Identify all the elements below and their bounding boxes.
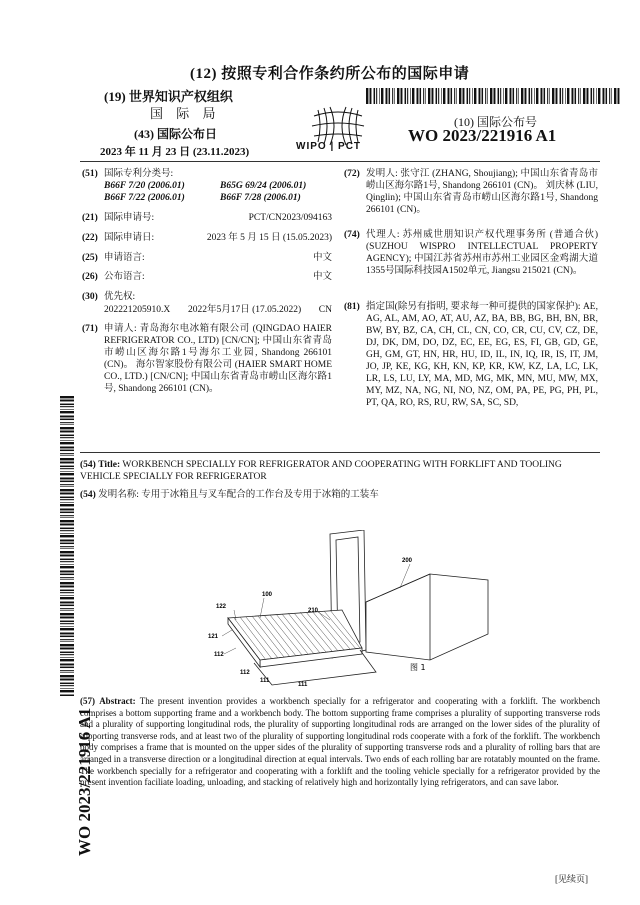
biblio-divider: [80, 452, 600, 453]
ipc-code: B66F 7/22 (2006.01): [104, 193, 185, 203]
header-divider: [80, 161, 600, 162]
priority-date: 2022年5月17日 (17.05.2022): [188, 305, 302, 315]
inventors: 发明人: 张守江 (ZHANG, Shoujiang); 中国山东省青岛市崂山区海尔路1号, Shandong 266101 (CN)。 刘庆林 (LIU, Qinglin); 中国山东省青岛市崂山区海尔路1号, Shandong 266101 (CN)。: [366, 169, 598, 215]
box-front: [366, 574, 488, 660]
field-26-no: (26): [82, 272, 98, 282]
designated-states: 指定国(除另有指明, 要求每一种可提供的国家保护): AE, AG, AL, AM, AO, AT, AU, AZ, BA, BB, BG, BH, BN, BR, BW, BY, BZ, CA, CH, CL, CN, CO, CR, CU, CV, CZ, DE, DJ, DK, DM, DO, DZ, EC, EE, EG, ES, FI, GB, GD, GE, GH, GM, GT, HN, HR, HU, ID, IL, IN, IQ, IR, IS, IT, JM, JO, JP, KE, KG, KH, KN, KP, KR, KW, KZ, LA, LC, LK, LR, LS, LU, LY, MA, MD, MG, MK, MN, MU, MW, MX, MY, MZ, NA, NG, NI, NO, NZ, OM, PA, PE, PG, PH, PL, PT, QA, RO, RS, RU, RW, SA, SC, SD,: [366, 302, 598, 408]
figure-label: 122: [216, 604, 227, 610]
pub-date-label: (43) 国际公布日: [134, 127, 217, 141]
field-51-label: 国际专利分类号:: [104, 169, 174, 179]
abstract: [80, 696, 600, 789]
pub-number-label: (10) 国际公布号: [454, 115, 537, 129]
agent: 代理人: 苏州威世朋知识产权代理事务所 (普通合伙) (SUZHOU WISPRO INTELLECTUAL PROPERTY AGENCY); 中国江苏省苏州市苏州工业园区金鸡湖大道1355号国际科技园A1502单元, Jiangsu 215021 (CN)。: [366, 230, 598, 276]
intl-filing-date: 2023 年 5 月 15 日 (15.05.2023): [206, 233, 332, 243]
applicants: 申请人: 青岛海尔电冰箱有限公司 (QINGDAO HAIER REFRIGERATOR CO., LTD) [CN/CN]; 中国山东省青岛市崂山区海尔路1号海尔工业园, Shandong 266101 (CN)。 海尔智家股份有限公司 (HAIER SMART HOME CO., LTD.) [CN/CN]; 中国山东省青岛市崂山区海尔路1号, Shandong 266101 (CN)。: [104, 324, 332, 394]
field-21-label: 国际申请号:: [104, 213, 155, 223]
field-26-label: 公布语言:: [104, 272, 145, 282]
field-22-no: (22): [82, 233, 98, 243]
field-30-no: (30): [82, 292, 98, 302]
figure-label: 111: [298, 682, 308, 688]
org-name: (19) 世界知识产权组织: [104, 89, 233, 104]
figure-label: 112: [240, 670, 250, 676]
figure-label: 100: [262, 592, 273, 598]
field-21-no: (21): [82, 213, 98, 223]
ipc-code: B66F 7/28 (2006.01): [220, 193, 301, 203]
field-30-label: 优先权:: [104, 292, 136, 302]
title-chinese: [80, 489, 600, 501]
figure-caption: 图 1: [410, 663, 426, 672]
abstract-no: (57): [80, 696, 95, 706]
org-bureau: 国 际 局: [150, 106, 221, 121]
top-barcode: [366, 88, 620, 104]
title-en-text: WORKBENCH SPECIALLY FOR REFRIGERATOR AND COOPERATING WITH FORKLIFT AND TOOLING VEHICLE SPECIALLY FOR REFRIGERATOR: [80, 460, 562, 482]
side-pub-number: WO 2023/221916 A1: [75, 707, 94, 856]
publication-language: 中文: [312, 272, 332, 282]
field-25-no: (25): [82, 253, 98, 263]
priority-country: CN: [318, 305, 332, 315]
figure-label: 121: [208, 634, 219, 640]
title-en-no: (54): [80, 460, 96, 470]
field-81-no: (81): [344, 302, 360, 312]
title-cn-label: 发明名称:: [98, 490, 139, 500]
intl-application-number: PCT/CN2023/094163: [248, 213, 332, 223]
ipc-code: B65G 69/24 (2006.01): [220, 181, 307, 191]
figure-label: 112: [214, 652, 224, 658]
document-title: (12) 按照专利合作条约所公布的国际申请: [190, 66, 470, 82]
abstract-label: Abstract:: [99, 696, 136, 706]
field-74-no: (74): [344, 230, 360, 240]
pub-date: 2023 年 11 月 23 日 (23.11.2023): [100, 146, 250, 158]
title-cn-text: 专用于冰箱且与叉车配合的工作台及专用于冰箱的工装车: [141, 490, 379, 500]
pub-number: WO 2023/221916 A1: [408, 126, 557, 145]
figure-label: 200: [402, 558, 413, 564]
field-22-label: 国际申请日:: [104, 233, 155, 243]
priority-application: 202221205910.X: [104, 305, 171, 315]
title-english: [80, 459, 600, 483]
figure-label: 210: [308, 608, 319, 614]
figure-label: 111: [260, 678, 270, 684]
wipo-pct-text: WIPO | PCT: [296, 141, 362, 152]
field-51-no: (51): [82, 169, 98, 179]
side-barcode: [60, 396, 74, 696]
abstract-text: The present invention provides a workbench specially for a refrigerator and cooperating with a forklift. The workbench comprises a bottom supporting frame and a workbench body. The bottom supporting frame comprises a plurality of supporting transverse rods and a plurality of supporting longitudinal rods, the plurality of supporting longitudinal rods are arranged on the lower sides of the plurality of supporting transverse rods, and at least two of the plurality of supporting longitudinal rods cooperate with a fork of the forklift. The workbench body comprises a frame that is mounted on the upper sides of the plurality of supporting transverse rods and a plurality of rolling bars that are arranged in a transverse direction or a longitudinal direction at equal intervals. Two ends of each rolling bar are rotatably mounted on the frame. The workbench specially for a refrigerator and cooperating with a forklift and the tooling vehicle specially for a refrigerator provided by the present invention faciliate loading, unloading, and stacking of relatively high and horizontally lying refrigerators, and can save labor.: [80, 696, 601, 788]
title-cn-no: (54): [80, 490, 96, 500]
field-25-label: 申请语言:: [104, 253, 145, 263]
filing-language: 中文: [312, 253, 332, 263]
continued-note: [见续页]: [555, 874, 588, 884]
field-71-no: (71): [82, 324, 98, 334]
title-en-label: Title:: [98, 460, 121, 470]
patent-figure: [200, 530, 500, 690]
field-72-no: (72): [344, 169, 360, 179]
ipc-code: B66F 7/20 (2006.01): [104, 181, 185, 191]
